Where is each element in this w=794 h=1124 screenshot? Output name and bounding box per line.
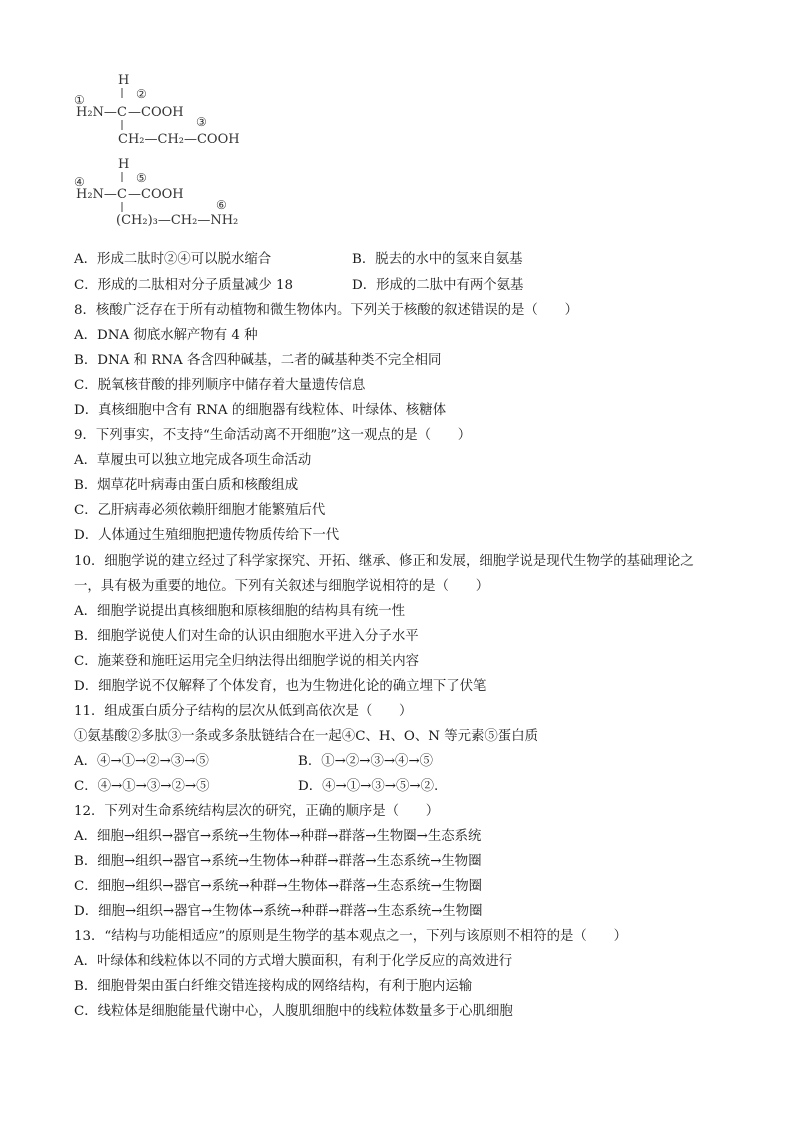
q12-option-d: D．细胞→组织→器官→生物体→系统→种群→群落→生态系统→生物圈 xyxy=(74,904,483,919)
mol2-label-5: ⑤ xyxy=(136,171,147,185)
q13-option-a: A．叶绿体和线粒体以不同的方式增大膜面积，有利于化学反应的高效进行 xyxy=(74,954,513,969)
q9-stem: 9．下列事实，不支持“生命活动离不开细胞”这一观点的是（ ） xyxy=(74,428,472,443)
q8-option-a: A．DNA 彻底水解产物有 4 种 xyxy=(74,328,258,343)
q7-option-a: A．形成二肽时②④可以脱水缩合 xyxy=(74,252,272,267)
q9-option-a: A．草履虫可以独立地完成各项生命活动 xyxy=(74,453,312,468)
mol2-h2n: H₂N— xyxy=(76,187,117,202)
mol2-label-6: ⑥ xyxy=(216,198,227,212)
q11-stem: 11．组成蛋白质分子结构的层次从低到高依次是（ ） xyxy=(74,704,413,719)
mol1-label-3: ③ xyxy=(196,115,207,129)
q11-option-b: B．①→②→③→④→⑤ xyxy=(298,754,434,769)
q13-option-b: B．细胞骨架由蛋白纤维交错连接构成的网络结构，有利于胞内运输 xyxy=(74,979,473,994)
structural-formula-figure xyxy=(70,68,330,236)
q13-option-c: C．线粒体是细胞能量代谢中心，人腹肌细胞中的线粒体数量多于心肌细胞 xyxy=(74,1004,513,1019)
q12-option-c: C．细胞→组织→器官→系统→种群→生物体→群落→生态系统→生物圈 xyxy=(74,879,482,894)
q9-option-d: D．人体通过生殖细胞把遗传物质传给下一代 xyxy=(74,528,340,543)
q12-option-a: A．细胞→组织→器官→系统→生物体→种群→群落→生物圈→生态系统 xyxy=(74,829,482,844)
q12-stem: 12．下列对生命系统结构层次的研究，正确的顺序是（ ） xyxy=(74,804,440,819)
q10-stem-line2: 一，具有极为重要的地位。下列有关叙述与细胞学说相符的是（ ） xyxy=(74,579,490,594)
mol1-c: C xyxy=(117,105,127,120)
q12-option-b: B．细胞→组织→器官→系统→生物体→种群→群落→生态系统→生物圈 xyxy=(74,854,482,869)
mol2-cooh: —COOH xyxy=(128,187,184,202)
mol1-h2n: H₂N— xyxy=(76,105,117,120)
q8-stem: 8．核酸广泛存在于所有动植物和微生物体内。下列关于核酸的叙述错误的是（ ） xyxy=(74,303,578,318)
q8-option-c: C．脱氧核苷酸的排列顺序中储存着大量遗传信息 xyxy=(74,378,366,393)
q7-option-d: D．形成的二肽中有两个氨基 xyxy=(352,278,524,293)
q11-items: ①氨基酸②多肽③一条或多条肽链结合在一起④C、H、O、N 等元素⑤蛋白质 xyxy=(74,729,538,744)
q10-option-b: B．细胞学说使人们对生命的认识由细胞水平进入分子水平 xyxy=(74,629,419,644)
q10-option-c: C．施莱登和施旺运用完全归纳法得出细胞学说的相关内容 xyxy=(74,654,420,669)
q10-option-a: A．细胞学说提出真核细胞和原核细胞的结构具有统一性 xyxy=(74,604,406,619)
mol2-chain: (CH₂)₃—CH₂—NH₂ xyxy=(116,213,239,228)
q11-option-a: A．④→①→②→③→⑤ xyxy=(74,754,209,769)
mol2-h: H xyxy=(118,157,130,172)
mol1-cooh: —COOH xyxy=(128,105,184,120)
q13-stem: 13．“结构与功能相适应”的原则是生物学的基本观点之一，下列与该原则不相符的是（ ） xyxy=(74,929,627,944)
q9-option-b: B．烟草花叶病毒由蛋白质和核酸组成 xyxy=(74,478,299,493)
q8-option-b: B．DNA 和 RNA 各含四种碱基，二者的碱基种类不完全相同 xyxy=(74,353,442,368)
q8-option-d: D．真核细胞中含有 RNA 的细胞器有线粒体、叶绿体、核糖体 xyxy=(74,403,447,418)
mol1-chain: CH₂—CH₂—COOH xyxy=(118,132,240,147)
mol1-label-2: ② xyxy=(136,87,147,101)
q9-option-c: C．乙肝病毒必须依赖肝细胞才能繁殖后代 xyxy=(74,503,326,518)
q11-option-d: D．④→①→③→⑤→②. xyxy=(298,779,439,794)
amino-acid-structures xyxy=(70,68,330,236)
mol1-label-1: ① xyxy=(74,93,85,107)
mol2-label-4: ④ xyxy=(74,175,85,189)
q7-option-c: C．形成的二肽相对分子质量减少 18 xyxy=(74,278,294,293)
mol2-c: C xyxy=(117,187,127,202)
mol1-h: H xyxy=(118,73,130,88)
q11-option-c: C．④→①→③→②→⑤ xyxy=(74,779,210,794)
q10-option-d: D．细胞学说不仅解释了个体发育，也为生物进化论的确立埋下了伏笔 xyxy=(74,679,487,694)
q7-option-b: B．脱去的水中的氢来自氨基 xyxy=(352,252,523,267)
q10-stem-line1: 10．细胞学说的建立经过了科学家探究、开拓、继承、修正和发展，细胞学说是现代生物学的基础理论之 xyxy=(74,554,694,569)
